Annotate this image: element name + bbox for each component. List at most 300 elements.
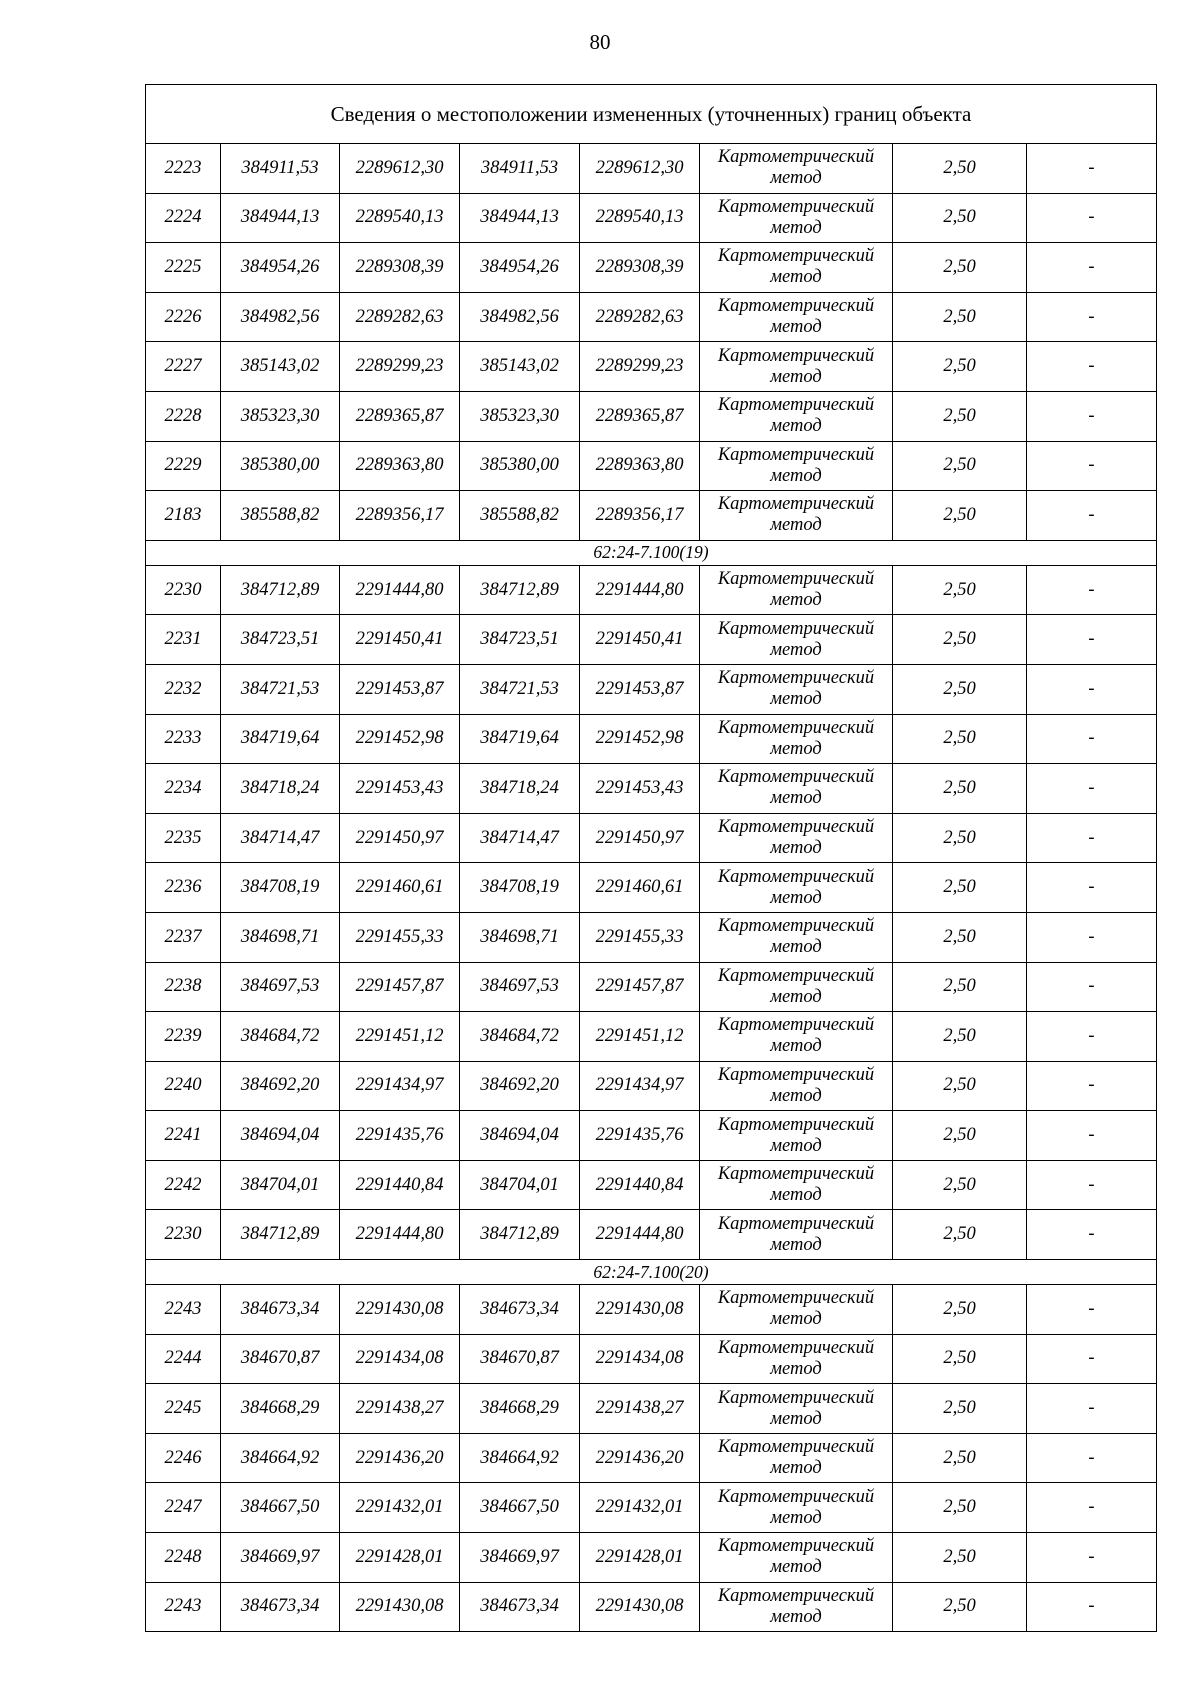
point-number-cell: 2228 <box>146 391 221 441</box>
note-cell: - <box>1027 1533 1157 1583</box>
method-line-2: метод <box>770 465 822 486</box>
method-line-1: Картометрический <box>717 1536 875 1557</box>
y-refined-cell: 2291432,01 <box>580 1483 700 1533</box>
accuracy-cell: 2,50 <box>893 491 1027 541</box>
coordinates-table <box>145 84 1157 1632</box>
method-line-1: Картометрический <box>717 668 875 689</box>
accuracy-cell: 2,50 <box>893 292 1027 342</box>
accuracy-cell: 2,50 <box>893 1334 1027 1384</box>
x-existing-cell: 384667,50 <box>221 1483 340 1533</box>
y-refined-cell: 2291444,80 <box>580 1210 700 1260</box>
method-line-2: метод <box>770 1606 822 1627</box>
y-refined-cell: 2289612,30 <box>580 144 700 194</box>
method-cell <box>700 1111 893 1161</box>
x-existing-cell: 385380,00 <box>221 441 340 491</box>
accuracy-cell: 2,50 <box>893 391 1027 441</box>
point-number-cell: 2223 <box>146 144 221 194</box>
table-row <box>146 292 1157 342</box>
method-line-1: Картометрический <box>717 444 875 465</box>
y-refined-cell: 2289282,63 <box>580 292 700 342</box>
y-existing-cell: 2289299,23 <box>340 342 460 392</box>
note-cell: - <box>1027 1433 1157 1483</box>
x-existing-cell: 384684,72 <box>221 1012 340 1062</box>
y-refined-cell: 2291452,98 <box>580 714 700 764</box>
x-existing-cell: 384714,47 <box>221 813 340 863</box>
point-number-cell: 2230 <box>146 565 221 615</box>
y-existing-cell: 2291434,97 <box>340 1061 460 1111</box>
point-number-cell: 2226 <box>146 292 221 342</box>
y-refined-cell: 2289308,39 <box>580 243 700 293</box>
x-existing-cell: 385323,30 <box>221 391 340 441</box>
x-refined-cell: 384721,53 <box>460 664 580 714</box>
accuracy-cell: 2,50 <box>893 243 1027 293</box>
accuracy-cell: 2,50 <box>893 193 1027 243</box>
point-number-cell: 2238 <box>146 962 221 1012</box>
y-existing-cell: 2291440,84 <box>340 1160 460 1210</box>
table-row <box>146 714 1157 764</box>
method-line-2: метод <box>770 986 822 1007</box>
table-row <box>146 863 1157 913</box>
method-line-1: Картометрический <box>717 1486 875 1507</box>
point-number-cell: 2235 <box>146 813 221 863</box>
note-cell: - <box>1027 292 1157 342</box>
y-refined-cell: 2291453,43 <box>580 764 700 814</box>
y-existing-cell: 2291455,33 <box>340 912 460 962</box>
method-cell <box>700 764 893 814</box>
table-row <box>146 441 1157 491</box>
y-refined-cell: 2291444,80 <box>580 565 700 615</box>
method-cell <box>700 391 893 441</box>
accuracy-cell: 2,50 <box>893 912 1027 962</box>
section-header-row <box>146 1260 1157 1285</box>
method-line-2: метод <box>770 590 822 611</box>
x-existing-cell: 384694,04 <box>221 1111 340 1161</box>
table-title-row <box>146 85 1157 144</box>
x-existing-cell: 384719,64 <box>221 714 340 764</box>
point-number-cell: 2232 <box>146 664 221 714</box>
method-line-1: Картометрический <box>717 1387 875 1408</box>
y-refined-cell: 2291438,27 <box>580 1384 700 1434</box>
method-line-2: метод <box>770 788 822 809</box>
note-cell: - <box>1027 342 1157 392</box>
accuracy-cell: 2,50 <box>893 144 1027 194</box>
accuracy-cell: 2,50 <box>893 1582 1027 1632</box>
method-cell <box>700 1483 893 1533</box>
note-cell: - <box>1027 1111 1157 1161</box>
method-line-1: Картометрический <box>717 767 875 788</box>
note-cell: - <box>1027 1285 1157 1335</box>
x-refined-cell: 384704,01 <box>460 1160 580 1210</box>
y-refined-cell: 2289356,17 <box>580 491 700 541</box>
note-cell: - <box>1027 962 1157 1012</box>
y-refined-cell: 2291430,08 <box>580 1285 700 1335</box>
method-cell <box>700 441 893 491</box>
x-existing-cell: 384712,89 <box>221 565 340 615</box>
point-number-cell: 2236 <box>146 863 221 913</box>
method-line-1: Картометрический <box>717 1437 875 1458</box>
table-row <box>146 491 1157 541</box>
accuracy-cell: 2,50 <box>893 764 1027 814</box>
method-cell <box>700 491 893 541</box>
method-line-2: метод <box>770 838 822 859</box>
table-row <box>146 764 1157 814</box>
note-cell: - <box>1027 1061 1157 1111</box>
table-row <box>146 962 1157 1012</box>
y-existing-cell: 2291444,80 <box>340 1210 460 1260</box>
method-line-2: метод <box>770 1135 822 1156</box>
x-refined-cell: 384673,34 <box>460 1285 580 1335</box>
table-row <box>146 243 1157 293</box>
accuracy-cell: 2,50 <box>893 664 1027 714</box>
method-line-1: Картометрический <box>717 1585 875 1606</box>
method-cell <box>700 292 893 342</box>
table-row <box>146 664 1157 714</box>
point-number-cell: 2240 <box>146 1061 221 1111</box>
x-refined-cell: 384723,51 <box>460 615 580 665</box>
table-row <box>146 1061 1157 1111</box>
method-line-2: метод <box>770 639 822 660</box>
table-row <box>146 1111 1157 1161</box>
table-row <box>146 1384 1157 1434</box>
y-refined-cell: 2291436,20 <box>580 1433 700 1483</box>
x-existing-cell: 384954,26 <box>221 243 340 293</box>
accuracy-cell: 2,50 <box>893 1111 1027 1161</box>
y-existing-cell: 2291460,61 <box>340 863 460 913</box>
table-row <box>146 1210 1157 1260</box>
method-cell <box>700 243 893 293</box>
point-number-cell: 2231 <box>146 615 221 665</box>
method-line-2: метод <box>770 416 822 437</box>
table-row <box>146 391 1157 441</box>
method-cell <box>700 1012 893 1062</box>
x-existing-cell: 384697,53 <box>221 962 340 1012</box>
accuracy-cell: 2,50 <box>893 441 1027 491</box>
y-existing-cell: 2291435,76 <box>340 1111 460 1161</box>
y-refined-cell: 2291434,97 <box>580 1061 700 1111</box>
y-existing-cell: 2289612,30 <box>340 144 460 194</box>
x-refined-cell: 384698,71 <box>460 912 580 962</box>
method-cell <box>700 565 893 615</box>
point-number-cell: 2245 <box>146 1384 221 1434</box>
x-refined-cell: 384719,64 <box>460 714 580 764</box>
point-number-cell: 2234 <box>146 764 221 814</box>
method-line-1: Картометрический <box>717 618 875 639</box>
method-line-2: метод <box>770 1507 822 1528</box>
y-existing-cell: 2289540,13 <box>340 193 460 243</box>
x-refined-cell: 384667,50 <box>460 1483 580 1533</box>
table-row <box>146 1160 1157 1210</box>
y-refined-cell: 2289299,23 <box>580 342 700 392</box>
x-existing-cell: 384723,51 <box>221 615 340 665</box>
method-line-1: Картометрический <box>717 717 875 738</box>
y-existing-cell: 2289365,87 <box>340 391 460 441</box>
note-cell: - <box>1027 193 1157 243</box>
x-existing-cell: 384692,20 <box>221 1061 340 1111</box>
x-refined-cell: 384669,97 <box>460 1533 580 1583</box>
method-cell <box>700 962 893 1012</box>
x-refined-cell: 384694,04 <box>460 1111 580 1161</box>
y-existing-cell: 2291428,01 <box>340 1533 460 1583</box>
method-line-2: метод <box>770 1458 822 1479</box>
method-line-2: метод <box>770 689 822 710</box>
y-refined-cell: 2291440,84 <box>580 1160 700 1210</box>
y-existing-cell: 2291430,08 <box>340 1582 460 1632</box>
table-row <box>146 144 1157 194</box>
method-cell <box>700 193 893 243</box>
table-row <box>146 1334 1157 1384</box>
method-cell <box>700 1433 893 1483</box>
y-existing-cell: 2291457,87 <box>340 962 460 1012</box>
x-refined-cell: 385143,02 <box>460 342 580 392</box>
table-title: Сведения о местоположении измененных (уточненных) границ объекта <box>146 85 1157 144</box>
y-existing-cell: 2289356,17 <box>340 491 460 541</box>
x-existing-cell: 384982,56 <box>221 292 340 342</box>
method-line-2: метод <box>770 1085 822 1106</box>
method-line-2: метод <box>770 267 822 288</box>
method-line-2: метод <box>770 168 822 189</box>
y-refined-cell: 2291450,97 <box>580 813 700 863</box>
note-cell: - <box>1027 243 1157 293</box>
note-cell: - <box>1027 1582 1157 1632</box>
y-existing-cell: 2291432,01 <box>340 1483 460 1533</box>
method-line-2: метод <box>770 217 822 238</box>
accuracy-cell: 2,50 <box>893 813 1027 863</box>
point-number-cell: 2247 <box>146 1483 221 1533</box>
method-cell <box>700 1582 893 1632</box>
method-line-1: Картометрический <box>717 965 875 986</box>
x-existing-cell: 384712,89 <box>221 1210 340 1260</box>
section-label: 62:24-7.100(19) <box>146 540 1157 565</box>
accuracy-cell: 2,50 <box>893 863 1027 913</box>
method-line-2: метод <box>770 1358 822 1379</box>
method-cell <box>700 615 893 665</box>
x-refined-cell: 384714,47 <box>460 813 580 863</box>
y-existing-cell: 2291451,12 <box>340 1012 460 1062</box>
method-line-1: Картометрический <box>717 1015 875 1036</box>
method-line-2: метод <box>770 1234 822 1255</box>
method-cell <box>700 863 893 913</box>
x-refined-cell: 384664,92 <box>460 1433 580 1483</box>
note-cell: - <box>1027 863 1157 913</box>
point-number-cell: 2244 <box>146 1334 221 1384</box>
point-number-cell: 2246 <box>146 1433 221 1483</box>
accuracy-cell: 2,50 <box>893 1483 1027 1533</box>
note-cell: - <box>1027 813 1157 863</box>
accuracy-cell: 2,50 <box>893 1012 1027 1062</box>
method-line-2: метод <box>770 1036 822 1057</box>
note-cell: - <box>1027 391 1157 441</box>
point-number-cell: 2230 <box>146 1210 221 1260</box>
note-cell: - <box>1027 1012 1157 1062</box>
accuracy-cell: 2,50 <box>893 342 1027 392</box>
accuracy-cell: 2,50 <box>893 1210 1027 1260</box>
method-line-1: Картометрический <box>717 866 875 887</box>
y-existing-cell: 2291444,80 <box>340 565 460 615</box>
method-line-1: Картометрический <box>717 196 875 217</box>
method-cell <box>700 1334 893 1384</box>
method-line-2: метод <box>770 1408 822 1429</box>
table-row <box>146 193 1157 243</box>
x-existing-cell: 384704,01 <box>221 1160 340 1210</box>
accuracy-cell: 2,50 <box>893 615 1027 665</box>
method-line-2: метод <box>770 937 822 958</box>
y-existing-cell: 2289363,80 <box>340 441 460 491</box>
note-cell: - <box>1027 565 1157 615</box>
x-refined-cell: 384712,89 <box>460 565 580 615</box>
method-line-2: метод <box>770 1309 822 1330</box>
x-refined-cell: 384944,13 <box>460 193 580 243</box>
y-refined-cell: 2291430,08 <box>580 1582 700 1632</box>
y-refined-cell: 2289363,80 <box>580 441 700 491</box>
x-existing-cell: 385143,02 <box>221 342 340 392</box>
method-line-2: метод <box>770 738 822 759</box>
method-line-1: Картометрический <box>717 296 875 317</box>
accuracy-cell: 2,50 <box>893 1160 1027 1210</box>
x-refined-cell: 385323,30 <box>460 391 580 441</box>
y-refined-cell: 2291450,41 <box>580 615 700 665</box>
note-cell: - <box>1027 1334 1157 1384</box>
y-existing-cell: 2291430,08 <box>340 1285 460 1335</box>
point-number-cell: 2225 <box>146 243 221 293</box>
point-number-cell: 2229 <box>146 441 221 491</box>
method-line-1: Картометрический <box>717 395 875 416</box>
table-row <box>146 813 1157 863</box>
point-number-cell: 2227 <box>146 342 221 392</box>
method-line-1: Картометрический <box>717 1288 875 1309</box>
accuracy-cell: 2,50 <box>893 1061 1027 1111</box>
y-refined-cell: 2291434,08 <box>580 1334 700 1384</box>
method-line-1: Картометрический <box>717 1114 875 1135</box>
note-cell: - <box>1027 714 1157 764</box>
note-cell: - <box>1027 441 1157 491</box>
y-existing-cell: 2291453,43 <box>340 764 460 814</box>
note-cell: - <box>1027 1210 1157 1260</box>
method-line-2: метод <box>770 887 822 908</box>
table-row <box>146 1483 1157 1533</box>
accuracy-cell: 2,50 <box>893 1433 1027 1483</box>
method-cell <box>700 144 893 194</box>
table-row <box>146 1433 1157 1483</box>
y-refined-cell: 2291435,76 <box>580 1111 700 1161</box>
method-cell <box>700 1210 893 1260</box>
x-refined-cell: 384673,34 <box>460 1582 580 1632</box>
note-cell: - <box>1027 664 1157 714</box>
point-number-cell: 2239 <box>146 1012 221 1062</box>
method-cell <box>700 1533 893 1583</box>
x-existing-cell: 384698,71 <box>221 912 340 962</box>
y-refined-cell: 2291457,87 <box>580 962 700 1012</box>
x-refined-cell: 385588,82 <box>460 491 580 541</box>
point-number-cell: 2248 <box>146 1533 221 1583</box>
method-cell <box>700 1384 893 1434</box>
note-cell: - <box>1027 764 1157 814</box>
note-cell: - <box>1027 1384 1157 1434</box>
point-number-cell: 2242 <box>146 1160 221 1210</box>
x-refined-cell: 384684,72 <box>460 1012 580 1062</box>
method-line-2: метод <box>770 1185 822 1206</box>
note-cell: - <box>1027 1483 1157 1533</box>
y-refined-cell: 2291453,87 <box>580 664 700 714</box>
method-cell <box>700 1285 893 1335</box>
table-body <box>146 85 1157 1632</box>
x-existing-cell: 384668,29 <box>221 1384 340 1434</box>
y-refined-cell: 2289365,87 <box>580 391 700 441</box>
method-cell <box>700 664 893 714</box>
method-line-2: метод <box>770 317 822 338</box>
x-existing-cell: 384670,87 <box>221 1334 340 1384</box>
x-refined-cell: 384982,56 <box>460 292 580 342</box>
method-line-1: Картометрический <box>717 345 875 366</box>
method-line-1: Картометрический <box>717 1337 875 1358</box>
method-line-1: Картометрический <box>717 1064 875 1085</box>
y-existing-cell: 2291438,27 <box>340 1384 460 1434</box>
note-cell: - <box>1027 144 1157 194</box>
point-number-cell: 2224 <box>146 193 221 243</box>
x-existing-cell: 385588,82 <box>221 491 340 541</box>
accuracy-cell: 2,50 <box>893 565 1027 615</box>
method-line-1: Картометрический <box>717 494 875 515</box>
x-existing-cell: 384708,19 <box>221 863 340 913</box>
table-row <box>146 1012 1157 1062</box>
point-number-cell: 2243 <box>146 1285 221 1335</box>
table-row <box>146 912 1157 962</box>
method-cell <box>700 912 893 962</box>
method-line-1: Картометрический <box>717 916 875 937</box>
x-existing-cell: 384664,92 <box>221 1433 340 1483</box>
method-line-1: Картометрический <box>717 1213 875 1234</box>
method-line-2: метод <box>770 1557 822 1578</box>
y-existing-cell: 2289308,39 <box>340 243 460 293</box>
method-line-1: Картометрический <box>717 1164 875 1185</box>
note-cell: - <box>1027 912 1157 962</box>
method-line-2: метод <box>770 515 822 536</box>
x-refined-cell: 384718,24 <box>460 764 580 814</box>
x-existing-cell: 384944,13 <box>221 193 340 243</box>
note-cell: - <box>1027 491 1157 541</box>
page-number: 80 <box>589 30 611 54</box>
y-existing-cell: 2289282,63 <box>340 292 460 342</box>
y-refined-cell: 2291455,33 <box>580 912 700 962</box>
x-refined-cell: 384712,89 <box>460 1210 580 1260</box>
accuracy-cell: 2,50 <box>893 714 1027 764</box>
x-existing-cell: 384718,24 <box>221 764 340 814</box>
x-existing-cell: 384911,53 <box>221 144 340 194</box>
x-refined-cell: 385380,00 <box>460 441 580 491</box>
method-line-1: Картометрический <box>717 246 875 267</box>
table-row <box>146 1285 1157 1335</box>
section-label: 62:24-7.100(20) <box>146 1260 1157 1285</box>
y-refined-cell: 2291460,61 <box>580 863 700 913</box>
table-row <box>146 615 1157 665</box>
x-existing-cell: 384721,53 <box>221 664 340 714</box>
point-number-cell: 2183 <box>146 491 221 541</box>
x-refined-cell: 384708,19 <box>460 863 580 913</box>
x-refined-cell: 384954,26 <box>460 243 580 293</box>
method-cell <box>700 1061 893 1111</box>
note-cell: - <box>1027 1160 1157 1210</box>
table-row <box>146 565 1157 615</box>
method-line-2: метод <box>770 366 822 387</box>
section-header-row <box>146 540 1157 565</box>
accuracy-cell: 2,50 <box>893 1285 1027 1335</box>
x-existing-cell: 384673,34 <box>221 1582 340 1632</box>
method-line-1: Картометрический <box>717 147 875 168</box>
table-row <box>146 342 1157 392</box>
accuracy-cell: 2,50 <box>893 962 1027 1012</box>
y-existing-cell: 2291450,41 <box>340 615 460 665</box>
note-cell: - <box>1027 615 1157 665</box>
y-refined-cell: 2289540,13 <box>580 193 700 243</box>
